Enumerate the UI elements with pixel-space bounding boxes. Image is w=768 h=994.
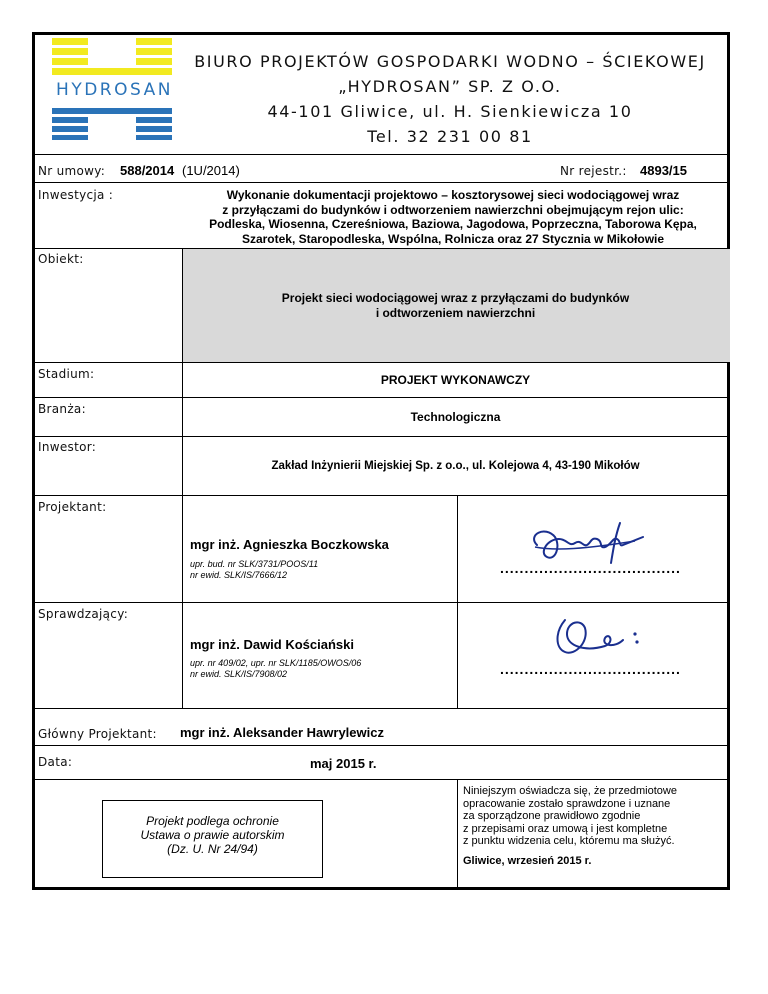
copyright-line: (Dz. U. Nr 24/94) <box>167 842 258 856</box>
divider <box>32 745 730 746</box>
investment-line: Szarotek, Staropodleska, Wspólna, Rolnicza oraz 27 Stycznia w Mikołowie <box>241 231 665 246</box>
contract-number: 588/2014 <box>120 163 175 178</box>
divider <box>32 708 730 709</box>
divider <box>457 495 458 602</box>
checker-signature-line: ..................................... <box>500 661 681 677</box>
divider <box>182 602 183 708</box>
investment-label: Inwestycja : <box>38 188 114 202</box>
chief-designer-name: mgr inż. Aleksander Hawrylewicz <box>180 725 384 740</box>
checker-credentials <box>190 658 361 680</box>
investor-label: Inwestor: <box>38 440 97 454</box>
contract-number-paren: (1U/2014) <box>182 163 240 178</box>
investment-description <box>180 188 726 246</box>
investment-line: z przyłączami do budynków i odtworzeniem nawierzchni obejmującym rejon ulic: <box>222 202 684 217</box>
declaration-place-date: Gliwice, wrzesień 2015 r. <box>463 855 592 867</box>
company-phone: Tel. 32 231 00 81 <box>367 127 533 146</box>
object-label: Obiekt: <box>38 252 84 266</box>
divider <box>32 362 730 363</box>
divider <box>32 436 730 437</box>
company-short-name: „HYDROSAN” SP. Z O.O. <box>338 77 562 96</box>
checker-name: mgr inż. Dawid Kościański <box>190 637 354 652</box>
copyright-line: Projekt podlega ochronie <box>146 814 279 828</box>
logo-bottom-bars <box>52 108 172 140</box>
checker-signature <box>545 612 655 660</box>
company-address: 44-101 Gliwice, ul. H. Sienkiewicza 10 <box>267 102 633 121</box>
declaration-line: z punktu widzenia celu, któremu ma służyć. <box>463 835 675 848</box>
object-line: Projekt sieci wodociągowej wraz z przyłączami do budynków <box>281 291 630 305</box>
credential-line: upr. bud. nr SLK/3731/POOS/11 <box>190 559 319 569</box>
divider <box>32 154 730 155</box>
logo-top-bars <box>52 38 172 75</box>
declaration-line: za sporządzone prawidłowo zgodnie <box>463 810 641 823</box>
divider <box>457 602 458 708</box>
checker-label: Sprawdzający: <box>38 607 129 621</box>
credential-line: upr. nr 409/02, upr. nr SLK/1185/OWOS/06 <box>190 658 362 668</box>
credential-line: nr ewid. SLK/IS/7908/02 <box>190 669 288 679</box>
stage-value: PROJEKT WYKONAWCZY <box>380 373 531 387</box>
declaration-line: z przepisami oraz umową i jest kompletne <box>463 822 668 835</box>
divider <box>32 779 730 780</box>
declaration-line: opracowanie zostało sprawdzone i uznane <box>463 797 671 810</box>
copyright-line: Ustawa o prawie autorskim <box>140 828 285 842</box>
branch-value: Technologiczna <box>410 410 501 424</box>
date-label: Data: <box>38 755 73 769</box>
designer-label: Projektant: <box>38 500 107 514</box>
divider <box>32 182 730 183</box>
register-label: Nr rejestr.: <box>560 164 627 178</box>
declaration-line: Niniejszym oświadcza się, że przedmiotowe <box>463 785 677 797</box>
divider <box>32 495 730 496</box>
divider <box>457 779 458 887</box>
divider <box>32 397 730 398</box>
object-line: i odtworzeniem nawierzchni <box>375 305 536 320</box>
designer-credentials <box>190 559 318 581</box>
date-value: maj 2015 r. <box>310 756 377 771</box>
copyright-notice <box>102 814 323 856</box>
register-number: 4893/15 <box>640 163 687 178</box>
stage-label: Stadium: <box>38 367 95 381</box>
company-name-line: BIURO PROJEKTÓW GOSPODARKI WODNO – ŚCIEKOWEJ <box>194 52 706 71</box>
branch-label: Branża: <box>38 402 86 416</box>
logo-text: HYDROSAN <box>56 80 173 100</box>
investor-value: Zakład Inżynierii Miejskiej Sp. z o.o., ul. Kolejowa 4, 43-190 Mikołów <box>271 460 640 472</box>
designer-signature-line: ..................................... <box>500 560 681 576</box>
divider <box>32 602 730 603</box>
investment-line: Wykonanie dokumentacji projektowo – kosztorysowej sieci wodociągowej wraz <box>226 188 680 202</box>
object-description <box>182 291 729 320</box>
investment-line: Podleska, Wiosenna, Czereśniowa, Baziowa, Jagodowa, Poprzeczna, Taborowa Kępa, <box>209 217 697 231</box>
designer-name: mgr inż. Agnieszka Boczkowska <box>190 537 389 552</box>
contract-label: Nr umowy: <box>38 164 106 178</box>
chief-designer-label: Główny Projektant: <box>38 727 157 741</box>
divider <box>182 495 183 602</box>
declaration-text <box>463 785 725 848</box>
credential-line: nr ewid. SLK/IS/7666/12 <box>190 570 288 580</box>
